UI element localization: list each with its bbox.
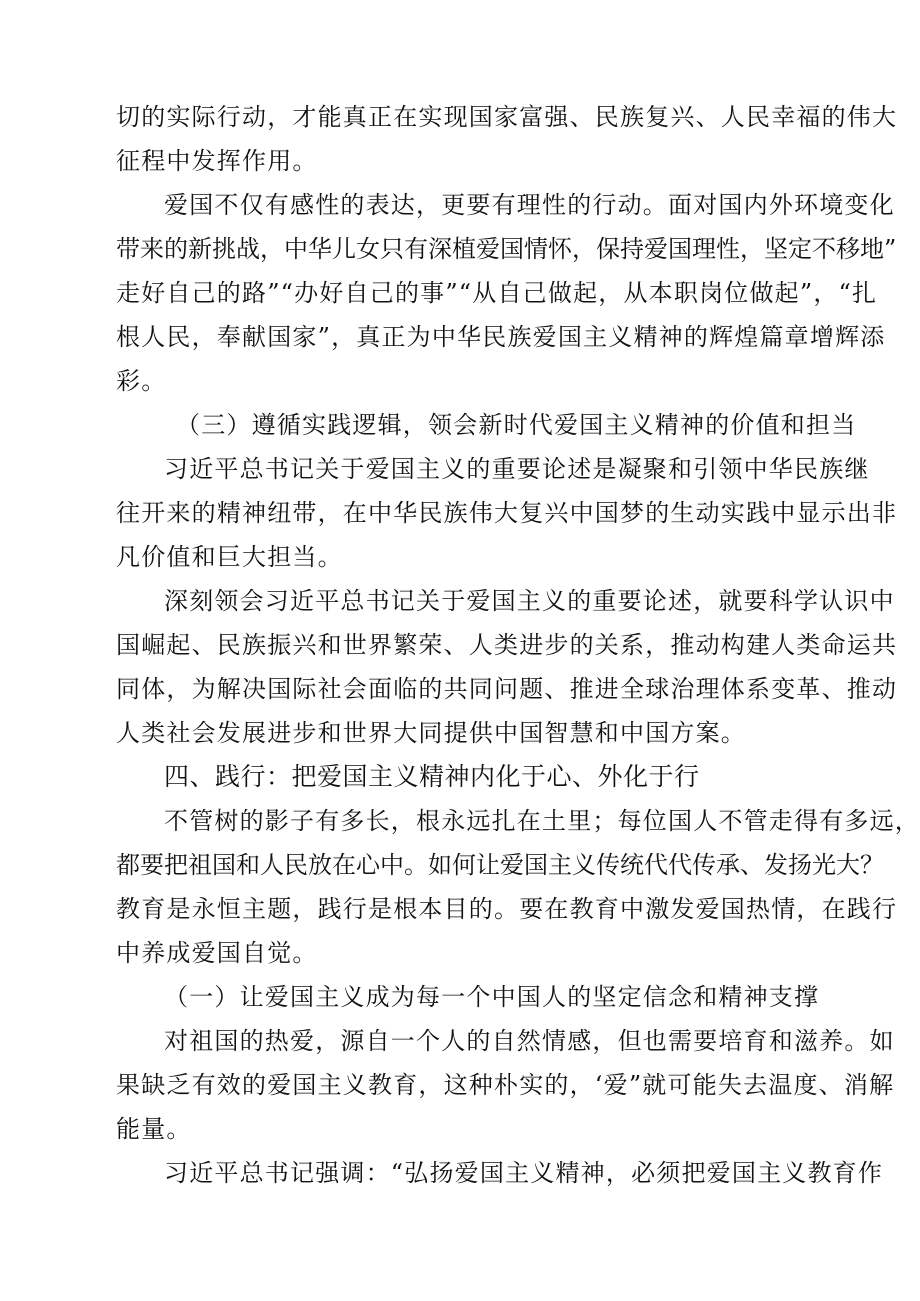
- paragraph-line: 根人民，奉献国家”，真正为中华民族爱国主义精神的辉煌篇章增辉添: [116, 323, 886, 351]
- paragraph-line: 中养成爱国自觉。: [116, 939, 318, 967]
- paragraph-line: 人类社会发展进步和世界大同提供中国智慧和中国方案。: [116, 719, 746, 747]
- paragraph-line: 彩。: [116, 367, 167, 395]
- paragraph-line: 同体，为解决国际社会面临的共同问题、推进全球治理体系变革、推动: [116, 675, 898, 703]
- paragraph-line: 习近平总书记强调：“弘扬爱国主义精神，必须把爱国主义教育作: [164, 1159, 884, 1187]
- paragraph-line: 国崛起、民族振兴和世界繁荣、人类进步的关系，推动构建人类命运共: [116, 631, 898, 659]
- paragraph-line: 切的实际行动，才能真正在实现国家富强、民族复兴、人民幸福的伟大: [116, 103, 898, 131]
- paragraph-line: 不管树的影子有多长，根永远扎在土里；每位国人不管走得有多远，: [164, 807, 920, 835]
- paragraph-line: 走好自己的路”“办好自己的事”“从自己做起，从本职岗位做起”，“扎: [116, 279, 878, 307]
- paragraph-line: 对祖国的热爱，源自一个人的自然情感，但也需要培育和滋养。如: [164, 1027, 895, 1055]
- paragraph-line: 能量。: [116, 1115, 192, 1143]
- paragraph-line: 带来的新挑战，中华儿女只有深植爱国情怀，保持爱国理性，坚定不移地”: [116, 235, 897, 263]
- paragraph-line: 征程中发挥作用。: [116, 147, 318, 175]
- paragraph-line: 往开来的精神纽带，在中华民族伟大复兴中国梦的生动实践中显示出非: [116, 499, 898, 527]
- chapter-heading: 四、践行：把爱国主义精神内化于心、外化于行: [164, 762, 700, 791]
- paragraph-line: 凡价值和巨大担当。: [116, 543, 343, 571]
- paragraph-line: 果缺乏有效的爱国主义教育，这种朴实的，‘爱”就可能失去温度、消解: [116, 1071, 895, 1099]
- paragraph-line: 深刻领会习近平总书记关于爱国主义的重要论述，就要科学认识中: [164, 587, 895, 615]
- paragraph-line: 习近平总书记关于爱国主义的重要论述是凝聚和引领中华民族继: [164, 455, 870, 483]
- paragraph-line: 教育是永恒主题，践行是根本目的。要在教育中激发爱国热情，在践行: [116, 895, 898, 923]
- paragraph-line: 爱国不仅有感性的表达，更要有理性的行动。面对国内外环境变化: [164, 191, 895, 219]
- paragraph-line: 都要把祖国和人民放在心中。如何让爱国主义传统代代传承、发扬光大？: [116, 851, 884, 879]
- section-heading: （一）让爱国主义成为每一个中国人的坚定信念和精神支撑: [164, 983, 820, 1011]
- section-heading: （三）遵循实践逻辑，领会新时代爱国主义精神的价值和担当: [176, 411, 857, 439]
